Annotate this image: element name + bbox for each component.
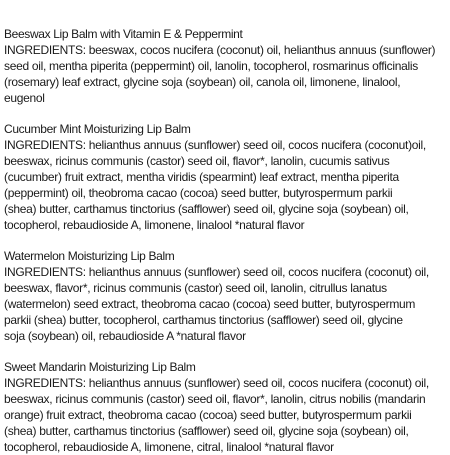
ingredients-line: beeswax, ricinus communis (castor) seed oil, flavor*, lanolin, cucumis sativus: [4, 154, 390, 168]
ingredients-line: INGREDIENTS: helianthus annuus (sunflower) seed oil, cocos nucifera (coconut)oil,: [4, 138, 426, 152]
ingredients-label: INGREDIENTS:: [4, 265, 86, 279]
ingredients-line: orange) fruit extract, theobroma cacao (cocoa) seed butter, butyrospermum parkii: [4, 408, 412, 422]
ingredients-line: tocopherol, rebaudioside A, limonene, linalool *natural flavor: [4, 218, 305, 232]
ingredients-line: INGREDIENTS: helianthus annuus (sunflower) seed oil, cocos nucifera (coconut) oil,: [4, 265, 429, 279]
ingredients-line: (shea) butter, carthamus tinctorius (safflower) seed oil, glycine soja (soybean) oil,: [4, 202, 409, 216]
ingredients-line: (cucumber) fruit extract, mentha viridis (spearmint) leaf extract, mentha piperita: [4, 170, 399, 184]
ingredients-line: (watermelon) seed extract, theobroma cacao (cocoa) seed butter, butyrospermum: [4, 297, 416, 311]
ingredients-line: (rosemary) leaf extract, glycine soja (soybean) oil, canola oil, limonene, linalool,: [4, 75, 401, 89]
product-name: Sweet Mandarin Moisturizing Lip Balm: [4, 360, 196, 374]
product-beeswax-lip-balm: [4, 26, 450, 106]
ingredients-text: [4, 375, 446, 455]
product-name: Cucumber Mint Moisturizing Lip Balm: [4, 122, 191, 136]
product-cucumber-mint-lip-balm: [4, 121, 450, 233]
ingredients-line: seed oil, mentha piperita (peppermint) oil, lanolin, tocopherol, rosmarinus officinalis: [4, 59, 418, 73]
ingredients-line: eugenol: [4, 91, 45, 105]
ingredients-label: INGREDIENTS:: [4, 138, 86, 152]
ingredients-text: [4, 42, 446, 106]
ingredients-line: (peppermint) oil, theobroma cacao (cocoa) seed butter, butyrospermum parkii: [4, 186, 393, 200]
ingredients-text: [4, 264, 446, 344]
ingredients-label: INGREDIENTS:: [4, 43, 86, 57]
product-watermelon-lip-balm: [4, 248, 450, 344]
ingredients-label: INGREDIENTS:: [4, 376, 86, 390]
product-sweet-mandarin-lip-balm: [4, 359, 450, 455]
product-name: Watermelon Moisturizing Lip Balm: [4, 249, 175, 263]
ingredients-line: parkii (shea) butter, tocopherol, carthamus tinctorius (safflower) seed oil, glycine: [4, 313, 403, 327]
ingredients-line: beeswax, ricinus communis (castor) seed oil, flavor*, lanolin, citrus nobilis (mandarin: [4, 392, 426, 406]
ingredients-line: (shea) butter, carthamus tinctorius (safflower) seed oil, glycine soja (soybean) oil,: [4, 424, 409, 438]
ingredients-line: tocopherol, rebaudioside A, limonene, citral, linalool *natural flavor: [4, 440, 334, 454]
ingredients-line: INGREDIENTS: helianthus annuus (sunflower) seed oil, cocos nucifera (coconut) oil,: [4, 376, 429, 390]
ingredients-line: soja (soybean) oil, rebaudioside A *natural flavor: [4, 329, 246, 343]
product-name: Beeswax Lip Balm with Vitamin E & Peppermint: [4, 27, 243, 41]
ingredients-text: [4, 137, 446, 233]
ingredients-line: INGREDIENTS: beeswax, cocos nucifera (coconut) oil, helianthus annuus (sunflower): [4, 43, 436, 57]
ingredients-line: beeswax, flavor*, ricinus communis (castor) seed oil, lanolin, citrullus lanatus: [4, 281, 387, 295]
